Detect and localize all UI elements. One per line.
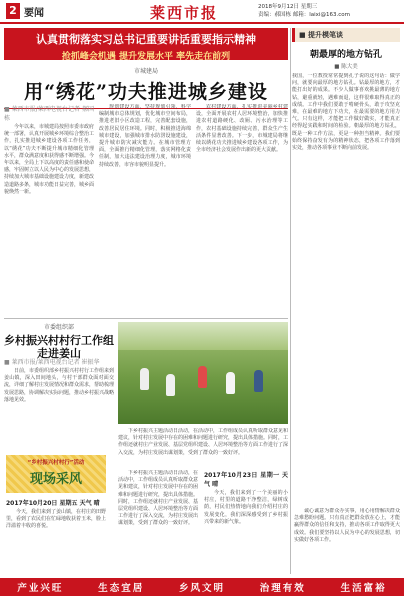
diary-mid-body: 今天，我们来到了一个美丽的小村庄，村里的道路干净整洁，绿树成荫，村民们热情地向我们介绍村庄的发展变化，我们深深感受到了乡村振兴带来的新气象。 — [204, 490, 288, 525]
page-header — [0, 0, 404, 24]
second-headline-1: 乡村振兴村村行工作组 — [4, 334, 114, 347]
diary-left — [6, 498, 106, 574]
editor-contact: 责编：郝国栋 邮箱：laixi@163.com — [258, 12, 350, 18]
lead-story — [4, 66, 288, 109]
stamp-big-text: 现场采风 — [29, 472, 82, 487]
lead-headline: 用“绣花”功夫推进城乡建设 — [24, 81, 268, 103]
section-name: 要闻 — [24, 8, 44, 19]
stamp-small-text: “乡村振兴村村行”活动 — [27, 460, 85, 466]
slogan-2: 生态宜居 — [98, 583, 145, 594]
diary-mid — [204, 470, 288, 574]
page-number: 2 — [6, 3, 20, 19]
diary-mid-date: 2017年10月23日 星期一 天气 晴 — [204, 472, 288, 488]
lead-body-col2 — [99, 104, 191, 314]
campaign-stamp — [6, 455, 106, 493]
lead-kicker: 市城建局 — [133, 68, 158, 75]
mid-column — [118, 470, 198, 574]
lead-body-col1 — [4, 104, 94, 314]
field-photo — [118, 322, 288, 424]
column-divider — [290, 28, 291, 574]
commentary-column — [292, 28, 400, 513]
bottom-right-column — [294, 508, 400, 574]
issue-meta — [258, 3, 400, 19]
photo-person — [166, 374, 175, 396]
slogan-5: 生活富裕 — [340, 583, 387, 594]
lead-body-left: 今年以来，市城建局按照市委市政府统一部署，认真开展城乡环境综合整治工作，扎实推进城乡建设各项工作任务，以“绣花”功夫不断提升城市精细化管理水平，群众满意度和获得感不断增强。今年以来，全局上下以高度的责任感和使命感，牢固树立以人民为中心的发展思想，持续加大城市基础设施建设力度，新建改造道路多条，城市功能日益完善，城乡面貌焕然一新。 — [4, 124, 94, 195]
headline-banner — [4, 28, 288, 60]
commentary-label: ■ 提升模笔谈 — [292, 28, 400, 42]
banner-line-1: 认真贯彻落实习总书记重要讲话重要指示精神 — [36, 33, 256, 46]
diary-left-body: 今天，我们来到了姜山镇，在村庄的田野里，看到了农民们在忙碌地收获着玉米，脸上洋溢着丰收的喜悦。 — [6, 509, 106, 530]
masthead-logo: 莱西市报 — [150, 4, 219, 22]
commentary-author: ■ 陈大美 — [334, 64, 358, 70]
slogan-4: 治理有效 — [259, 583, 306, 594]
photo-person — [140, 368, 149, 390]
second-kicker: 市委组织部 — [43, 324, 74, 331]
lead-body-col3 — [196, 104, 288, 314]
issue-date: 2018年9月12日 星期三 — [258, 4, 318, 10]
mid-column-body: 下乡村振兴主题活动日活动，在活动中，工作组成员认真听取群众意见和建议，针对村庄发展中存在的困难和问题进行研究，提出具体措施。同时，工作组还就村庄产业发展、基层党组织建设、人居环境整治等方面工作进行了深入交流，为村庄发展出谋划策，受到了群众的一致好评。 — [118, 470, 198, 527]
slogan-3: 乡风文明 — [178, 583, 225, 594]
diary-left-date: 2017年10月20日 星期五 天气 晴 — [6, 500, 100, 507]
lead-body-right: 农村建设方面，扎实推进美丽乡村建设，全面开展农村人居环境整治，加快推进农村道路硬化、改厕、污水治理等工作，农村基础设施持续完善，群众生产生活条件显著改善。下一步，市城建局将继续以绣花功夫推进城乡建设各项工作，为全市经济社会发展作出新的更大贡献。 — [196, 104, 288, 154]
second-story — [4, 322, 114, 360]
bottom-right-body: 诚心诚意为群众办实事，用心用情解决群众急难愁盼问题。只有真正把群众放在心上，才能赢得群众的信任和支持，推动各项工作取得更大成效。我们要坚持以人民为中心的发展思想，切实做好各项工作。 — [294, 508, 400, 543]
banner-line-2: 抢抓峰会机遇 提升发展水平 率先走在前列 — [61, 52, 231, 62]
photo-caption-text: 下乡村振兴主题活动日活动，在活动中，工作组成员认真听取群众意见和建议，针对村庄发展中存在的困难和问题进行研究，提出具体措施。同时，工作组还就村庄产业发展、基层党组织建设、人居环境整治等方面工作进行了深入交流，为村庄发展出谋划策，受到了群众的一致好评。 — [118, 428, 288, 456]
second-byline: ■ 莱西市报/莱西电视台记者 崔振华 — [4, 359, 100, 366]
lead-byline: ■ 莱西市报/莱西电视台记者 郝国栋 — [4, 106, 94, 122]
photo-person — [254, 370, 263, 392]
photo-caption — [118, 428, 288, 466]
slogan-1: 产业兴旺 — [17, 583, 64, 594]
photo-sky — [118, 322, 288, 350]
slogan-footer — [0, 578, 404, 596]
commentary-title: 朝最厚的地方钻孔 — [309, 50, 382, 60]
photo-person — [226, 372, 235, 394]
second-headline-2: 走进姜山 — [37, 347, 81, 360]
commentary-body: 我国，一位教授常常提到孔子说的这句话：做学问，就要向最厚的地方钻孔。钻最厚的地方，才能打出好的成果。不少人做事喜欢挑最薄的地方钻，避重就轻，遇难而退，这样很难取得真正的成绩。工作中我们要敢于啃硬骨头，敢于攻坚克难，在最难的地方下功夫，在最需要的地方用力气。只有这样，才能把工作做好做实，才能真正经得起实践和时间的检验。朝最厚的地方钻孔，既是一种工作方法，更是一种担当精神。我们要始终保持奋发有为的精神状态，把各项工作落到实处，推动各项事业不断向前发展。 — [292, 73, 400, 152]
lead-body-mid: 规划建设方面，坚持规划引领，科学编制城市总体规划，优化城市空间布局，推进老旧小区改造工程，完善配套设施，改善居民居住环境。同时，积极推进海绵城市建设，加强城市排水防涝设施建设，提升城市防灾减灾能力。在城市管理方面，全面推行精细化管理，落实网格化责任制，加大违法建设治理力度，城市环境持续改善，市容市貌明显提升。 — [99, 104, 191, 168]
second-body: 日前，市委组织部乡村振兴村村行工作组来到姜山镇，深入田间地头，与村干部群众面对面交流，详细了解村庄发展情况和群众需求，帮助梳理发展思路，协调解决实际问题，推动乡村振兴战略落地见效。 — [4, 368, 114, 403]
second-story-body — [4, 357, 114, 453]
section-divider — [4, 318, 288, 319]
photo-person — [198, 366, 207, 388]
